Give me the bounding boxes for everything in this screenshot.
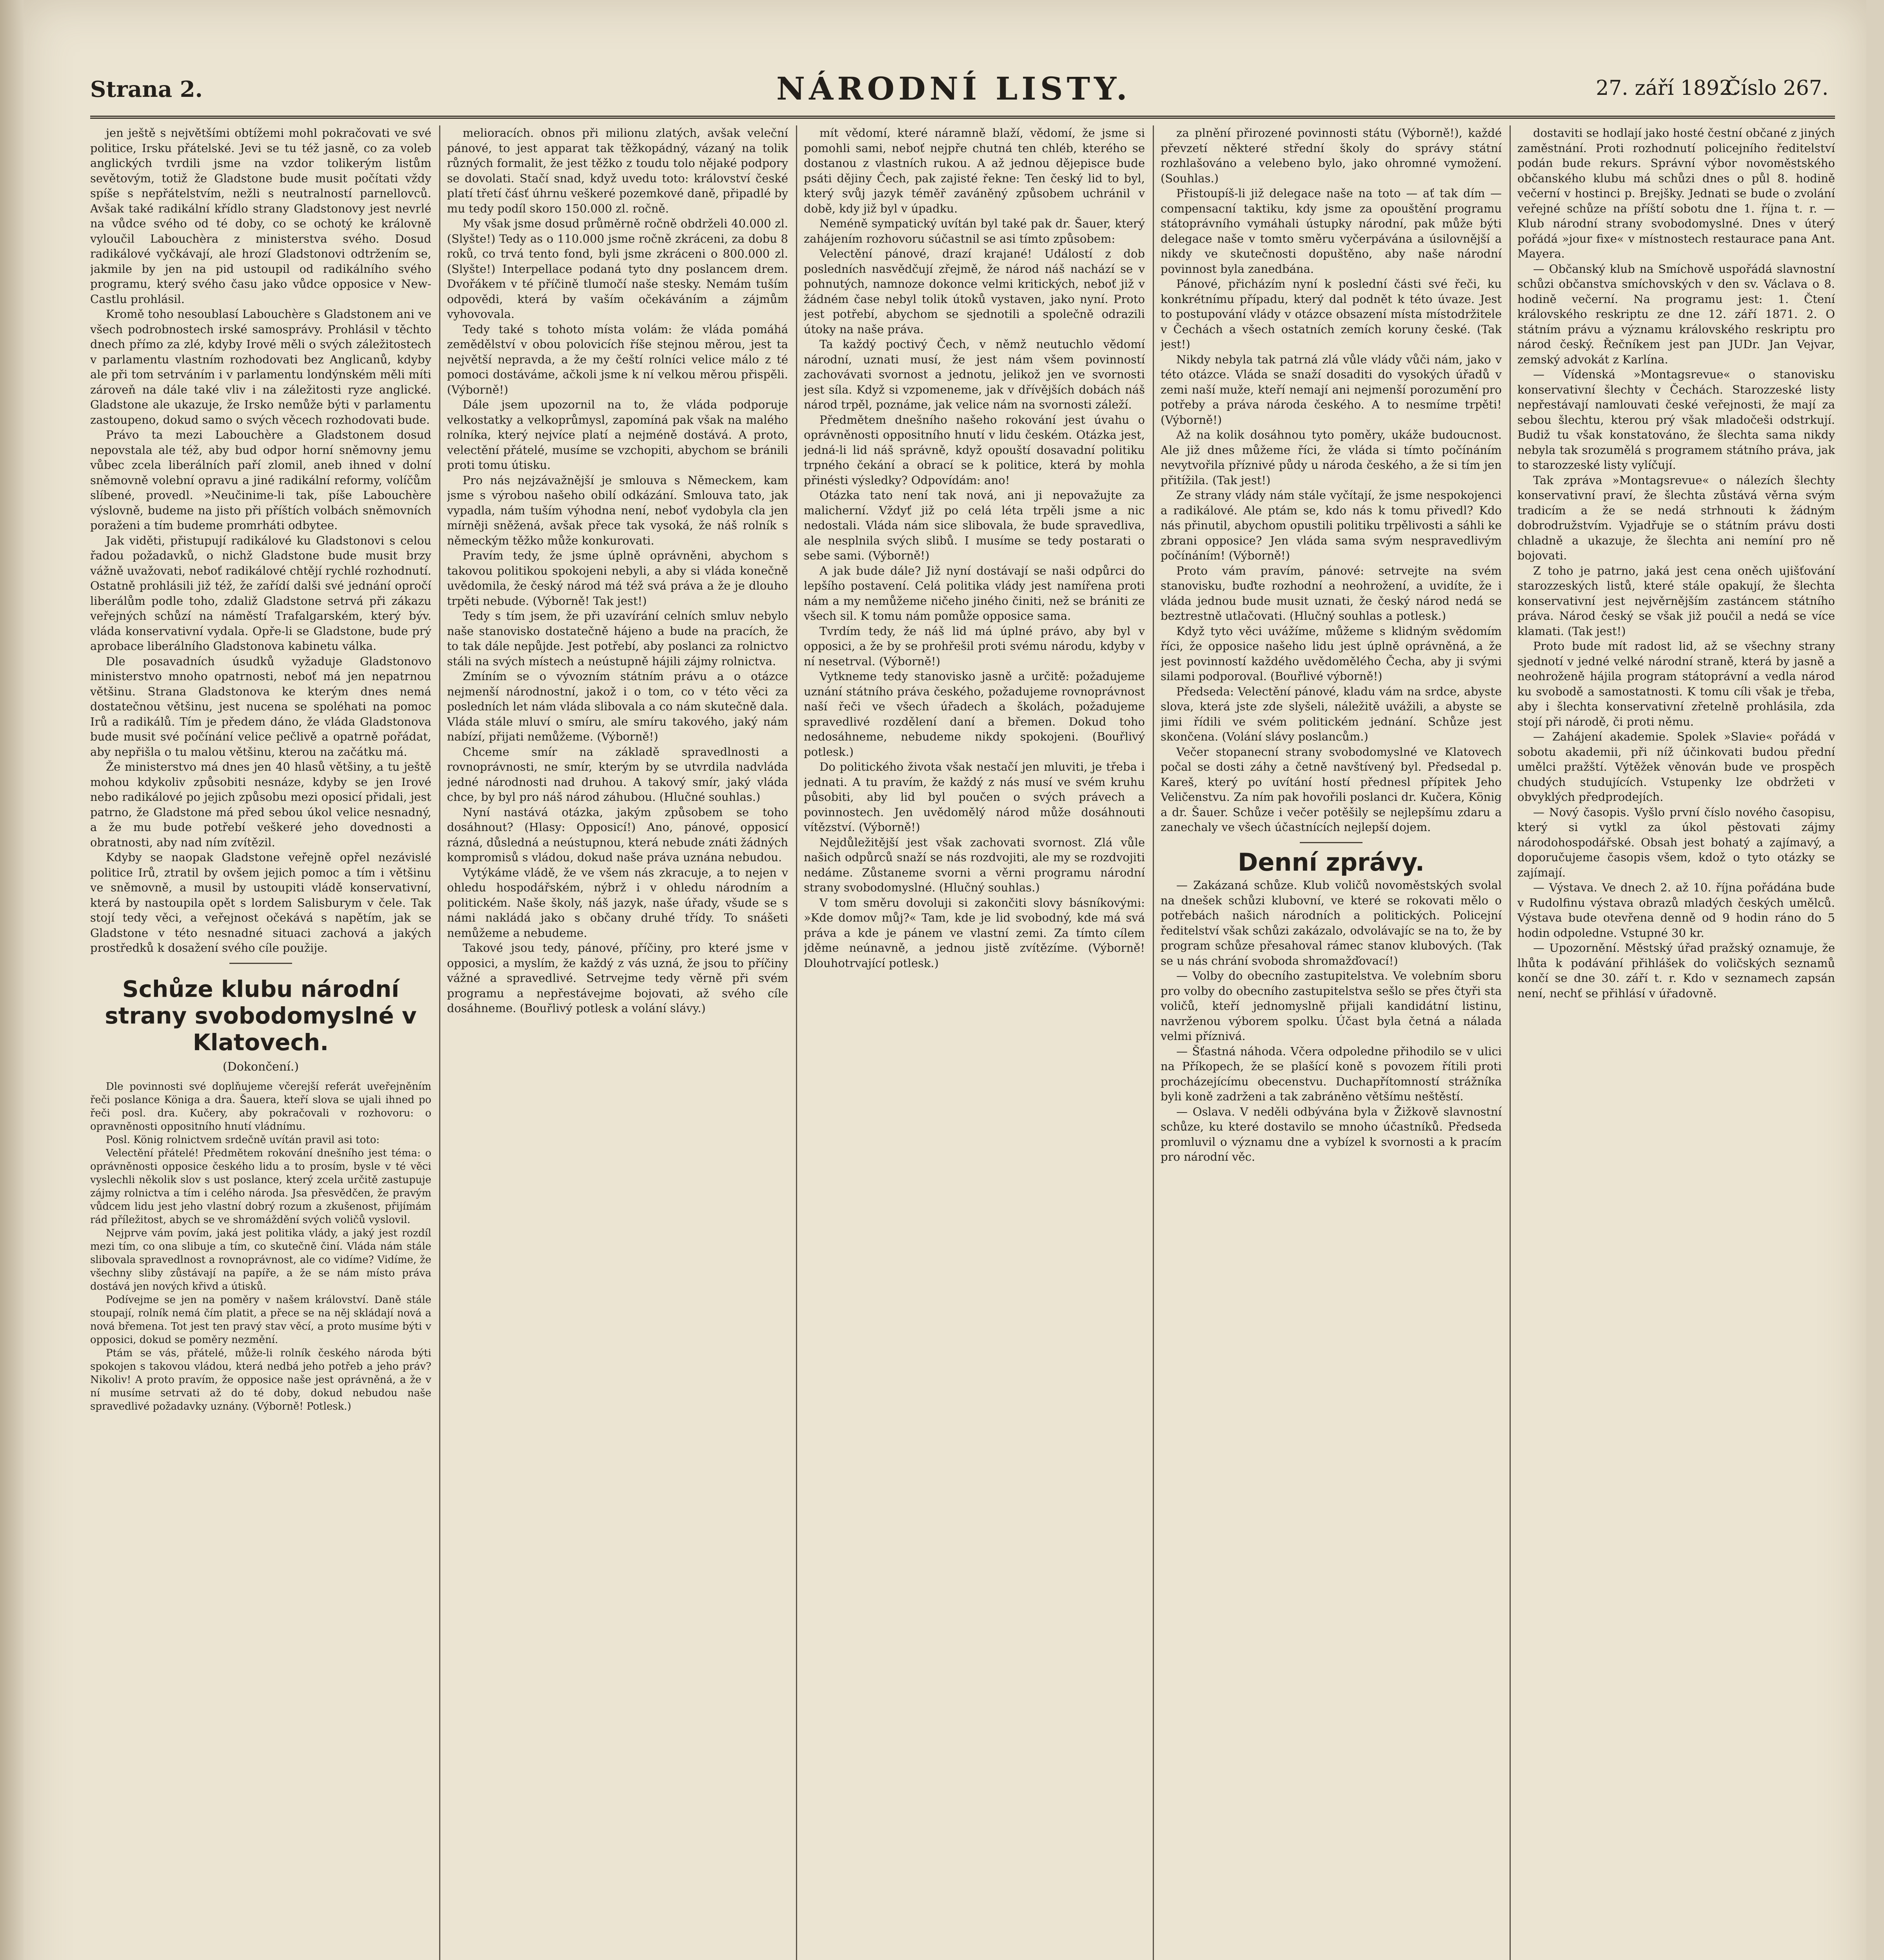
paragraph: Večer stopanecní strany svobodomyslné ve Klatovech počal se dosti záhy a četně navštívený byl. Předsedal p. Kareš, který po uvítání hostí přednesl přípitek Jeho Veličenstvu. Za ním pak hovořili poslanci dr. Kučera, König a dr. Šauer. Schůze i večer potěšily se nejlepšímu zdaru a zanechaly ve všech účastnících nejlepší dojem. [1161, 745, 1502, 834]
paragraph: V tom směru dovoluji si zakončiti slovy básníkovými: »Kde domov můj?« Tam, kde je lid svobodný, kde má svá práva a kde je pánem ve vlastní zemi. Za tímto cílem jděme neúnavně, a jednou jistě zvítězíme. (Výborně! Dlouhotrvající potlesk.) [804, 896, 1145, 970]
paragraph: Tedy s tím jsem, že při uzavírání celních smluv nebylo naše stanovisko dostatečně hájeno a bude na pracích, že to tak dále nepůjde. Jest potřebí, aby poslanci za rolnictvo stáli na svých místech a neústupně hájili zájmy rolnictva. [447, 609, 788, 668]
column-rule [796, 125, 797, 1960]
issue-number: Číslo 267. [1725, 76, 1829, 100]
paragraph: — Oslava. V neděli odbývána byla v Žižkově slavnostní schůze, ku které dostavilo se mnoho účastníků. Předseda promluvil o významu dne a vybízel k svornosti a k pracím pro národní věc. [1161, 1105, 1502, 1163]
paragraph: Podívejme se jen na poměry v našem království. Daně stále stoupají, rolník nemá čím platit, a přece se na něj skládají nová a nová břemena. Tot jest ten pravý stav věcí, a proto musíme býti v opposici, dokud se poměry nezmění. [90, 1294, 431, 1346]
paragraph: Ta každý poctivý Čech, v němž neutuchlo vědomí národní, uznati musí, že jest nám všem povinností zachovávati svornost a jednotu, jelikož jen ve svornosti jest síla. Když si vzpomeneme, jak v dřívějších dobách náš národ trpěl, poznáme, jak velice nám na svornosti záleží. [804, 338, 1145, 411]
paragraph: Do politického života však nestačí jen mluviti, je třeba i jednati. A tu pravím, že každý z nás musí ve svém kruhu působiti, aby lid byl poučen o svých právech a povinnostech. Jen uvědomělý národ může dosáhnouti vítězství. (Výborně!) [804, 760, 1145, 834]
section-title-daily-news: Denní zprávy. [1237, 848, 1425, 877]
column-2 [447, 125, 788, 1960]
paragraph: — Upozornění. Městský úřad pražský oznamuje, že lhůta k podávání přihlášek do voličských seznamů končí se dne 30. září t. r. Kdo v seznamech zapsán není, nechť se přihlásí v úřadovně. [1517, 941, 1835, 1000]
section-body-klatovy [90, 1080, 431, 1413]
paragraph: Předmětem dnešního našeho rokování jest úvahu o oprávněnosti oppositního hnutí v lidu českém. Otázka jest, jedná-li lid náš správně, když opouští dosavadní politiku trpného čekání a obrací se k politice, která by mohla přinésti výsledky? Odpovídám: ano! [804, 413, 1145, 487]
paragraph: Pravím tedy, že jsme úplně oprávněni, abychom s takovou politikou spokojeni nebyli, a aby si vláda konečně uvědomila, že český národ má též svá práva a že je dlouho trpěti nebude. (Výborně! Tak jest!) [447, 549, 788, 608]
paragraph: Proto bude mít radost lid, až se všechny strany sjednotí v jedné velké národní straně, která by jasně a neohroženě hájila program státoprávní a vedla národ ku svobodě a samostatnosti. K tomu cíli však je třeba, aby i šlechta konservativní zřetelně prohlásila, zda stojí při národě, či proti němu. [1517, 639, 1835, 728]
section-subtitle: (Dokončení.) [222, 1060, 299, 1074]
paragraph: Velectění pánové, drazí krajané! Událostí z dob posledních nasvědčují zřejmě, že národ náš nachází se v pohnutých, namnoze dokonce velmi kritických, neboť již v žádném čase nebyl tolik útoků vystaven, jako nyní. Proto jest potřebí, abychom se sjednotili a společně odrazili útoky na naše práva. [804, 247, 1145, 336]
paragraph: Dle povinnosti své doplňujeme včerejší referát uveřejněním řeči poslance Königa a dra. Šauera, kteří slova se ujali ihned po řeči posl. dra. Kučery, aby pokračovali v rozhovoru: o opravněnosti oppositního hnutí vládnímu. [90, 1081, 431, 1132]
column-rule [1510, 125, 1511, 1960]
paragraph: Neméně sympatický uvítán byl také pak dr. Šauer, který zahájením rozhovoru súčastnil se asi tímto způsobem: [804, 217, 1145, 245]
paragraph: Pánové, přicházím nyní k poslední části své řeči, ku konkrétnímu případu, který dal podnět k této úvaze. Jest to postupování vlády v otázce obsazení místa místodržitele v Čechách a všech ostatních zemích koruny české. (Tak jest!) [1161, 277, 1502, 351]
paragraph: — Nový časopis. Vyšlo první číslo nového časopisu, který si vytkl za úkol pěstovati zájmy národohospodářské. Obsah jest bohatý a zajímavý, a doporučujeme časopis všem, kdož o tyto otázky se zajímají. [1517, 805, 1835, 879]
paragraph: Ze strany vlády nám stále vyčítají, že jsme nespokojenci a radikálové. Ale ptám se, kdo nás k tomu přivedl? Kdo nás přinutil, abychom opustili politiku trpělivosti a sáhli ke zbrani opposice? Jen vláda sama svým nespravedlivým počínáním! (Výborně!) [1161, 488, 1502, 562]
paragraph: Zmíním se o vývozním státním právu a o otázce nejmenší národnostní, jakož i o tom, co v této věci za posledních let nám vláda slibovala a co nám skutečně dala. Vláda stále mluví o smíru, ale smíru takového, jaký nám nabízí, přijati nemůžeme. (Výborně!) [447, 670, 788, 743]
paragraph: jen ještě s největšími obtížemi mohl pokračovati ve své politice, Irsku přátelské. Jevi se tu též jasně, co za voleb anglických tvrdili jsme na vzdor tolikerým listům sevětovým, totiž že Gladstone bude musit počítati vždy spíše s nepřátelstvím, nežli s neutralností parnellovců. Avšak také radikální křídlo strany Gladstonovy jest nevrlé na vůdce svého od té doby, co se ochotý ke královně vyloučil Labouchèra z ministerstva svého. Dosud radikálové vyčkávají, ale hrozí Gladstonovi odtržením se, jakmile by jen na pid ustoupil od radikálního svého programu, který svého času jako vůdce opposice v New-Castlu prohlásil. [90, 126, 431, 306]
paragraph: — Vídenská »Montagsrevue« o stanovisku konservativní šlechty v Čechách. Starozzeské listy nepřestávají namlouvati české veřejnosti, že mají za sebou šlechtu, kterou prý však mladočeši odstrkují. Budiž tu však konstatováno, že šlechta sama nikdy nebyla tak srozumělá s programem státního práva, jak to starozzeské listy vylíčují. [1517, 368, 1835, 472]
paragraph: Tvrdím tedy, že náš lid má úplné právo, aby byl v opposici, a že by se prohřešil proti svému národu, kdyby v ní nesetrval. (Výborně!) [804, 624, 1145, 668]
issue-date: 27. září 1892. [1596, 76, 1739, 100]
paragraph: Dle posavadních úsudků vyžaduje Gladstonovo ministerstvo mnoho opatrnosti, neboť má jen nepatrnou většinu. Strana Gladstonova ke kterým dnes nemá dostatečnou většinu, jest nucena se spoléhati na pomoc Irů a radikálů. Tím je předem dáno, že vláda Gladstonova bude musit své počínání velice pečlivě a opatrně pořádat, aby nepřišla o tu malou většinu, kterou na začátku má. [90, 654, 431, 759]
article-columns [90, 125, 1835, 1960]
paragraph: Kdyby se naopak Gladstone veřejně opřel nezávislé politice Irů, ztratil by ovšem jejich pomoc a tím i většinu ve sněmovně, a musil by ustoupiti vládě konservativní, která by nastoupila opět s lordem Salisburym v čele. Tak stojí tedy věci, a veřejnost očekává s napětím, jak se Gladstone v této nesnadné situaci zachová a jakých prostředků k dosažení svého cíle použije. [90, 851, 431, 955]
column-rule [439, 125, 440, 1960]
paragraph: My však jsme dosud průměrně ročně obdrželi 40.000 zl. (Slyšte!) Tedy as o 110.000 jsme ročně zkráceni, za dobu 8 roků, co trvá tento fond, byli jsme zkráceni o 800.000 zl. (Slyšte!) Interpellace podaná tyto dny poslancem drem. Dvořákem v té příčině tlumočí naše stesky. Nemám tuším odpovědi, která by vaším očekáváním a zájmům vyhovovala. [447, 217, 788, 321]
paragraph: dostaviti se hodlají jako hosté čestní občané z jiných zaměstnání. Proti rozhodnutí policejního ředitelství podán bude rekurs. Správní výbor novoměstského občanského klubu má schůzi dnes o půl 8. hodině večerní v hostinci p. Brejšky. Jednati se bude o zvolání veřejné schůze na příští sobotu dne 1. října t. r. — Klub národní strany svobodomyslné. Dnes v úterý pořádá »jour fixe« v místnostech restaurace pana Ant. Mayera. [1517, 126, 1835, 260]
paragraph: Tedy také s tohoto místa volám: že vláda pomáhá zemědělství v obou polovicích říše stejnou měrou, jest ta největší nepravda, a že my čeští rolníci velice málo z té pomoci dostáváme, ačkoli jsme k ní velkou měrou přispěli. (Výborně!) [447, 322, 788, 396]
column-3-body [804, 125, 1145, 971]
masthead [90, 69, 1835, 119]
paragraph: Dále jsem upozornil na to, že vláda podporuje velkostatky a velkoprůmysl, zapomíná pak však na malého rolníka, který nejvíce platí a nejméně dostává. A proto, velectění přátelé, musíme se vzchopiti, abychom se bránili proti tomu útisku. [447, 398, 788, 472]
newspaper-title: NÁRODNÍ LISTY. [776, 70, 1131, 107]
paragraph: Velectění přátelé! Předmětem rokování dnešního jest téma: o oprávněnosti opposice českého lidu a to prosím, bysle v té věci vyslechli několik slov s ust poslance, který zcela určitě zastupuje zájmy rolnictva a tím i celého národa. Jsa přesvědčen, že pravým vůdcem lidu jest jeho vlastní dobrý rozum a zkušenost, přijímám rád příležitost, abych se ve shromáždění svých voličů vyslovil. [90, 1147, 431, 1226]
paragraph: Jak viděti, přistupují radikálové ku Gladstonovi s celou řadou požadavků, o nichž Gladstone bude musit brzy vážně uvažovati, neboť radikálové chtějí rychlé rozhodnutí. Ostatně prohlásili již též, že zařídí dalši své jednání opročí liberálům podle toho, zdaliž Gladstone setrvá při zákazu veřejných schůzí na náměstí Trafalgarském, který býv. vláda konservativní vydala. Opře-li se Gladstone, bude prý aprobace liberálního Gladstonova kabinetu válka. [90, 534, 431, 653]
paragraph: — Šťastná náhoda. Včera odpoledne přihodilo se v ulici na Příkopech, že se plašící koně s povozem řítili proti procházejícímu obecenstvu. Duchapřítomností strážníka byli koně zadrženi a tak zabráněno většímu neštěstí. [1161, 1044, 1502, 1103]
page-label: Strana 2. [90, 76, 203, 102]
section-body-daily-news [1161, 878, 1502, 1165]
paragraph: Ptám se vás, přátelé, může-li rolník českého národa býti spokojen s takovou vládou, která nedbá jeho potřeb a jeho práv? Nikoliv! A proto pravím, že opposice naše jest oprávněná, a že v ní musíme setrvati až do té doby, dokud nebudou naše spravedlivé požadavky uznány. (Výborně! Potlesk.) [90, 1347, 431, 1412]
paragraph: Tak zpráva »Montagsrevue« o nálezích šlechty konservativní praví, že šlechta zůstává věrna svým tradicím a že se nedá strhnouti k žádným dobrodružstvím. Vyjadřuje se o státním právu dosti chladně a ukazuje, že šlechta ani nemíní pro ně bojovati. [1517, 473, 1835, 562]
column-rule [1153, 125, 1154, 1960]
paragraph: — Výstava. Ve dnech 2. až 10. října pořádána bude v Rudolfinu výstava obrazů mladých českých umělců. Výstava bude otevřena denně od 9 hodin ráno do 5 hodin odpoledne. Vstupné 30 kr. [1517, 881, 1835, 940]
paragraph: — Zakázaná schůze. Klub voličů novoměstských svolal na dnešek schůzi klubovní, ve které se rokovati mělo o potřebách našich národních a politických. Policejní ředitelství však schůzi zakázalo, odvolávajíc se na to, že by program schůze přesahoval rámec stanov klubových. (Tak se u nás chrání svoboda shromažďovací!) [1161, 878, 1502, 967]
column-1 [90, 125, 431, 1960]
paragraph: Právo ta mezi Labouchère a Gladstonem dosud nepovstala ale též, aby bud odpor horní sněmovny jemu vůbec zcela liberálních paří zlomil, aneb ihned v dolní sněmovně volební opravu a jiné radikální reformy, volíčům slíbené, provedl. »Neučinime-li tak, píše Labouchère výslovně, budeme na jisto při příštích volbách sněmovních poraženi a tím budeme promrháti odbytee. [90, 428, 431, 532]
paragraph: — Zahájení akademie. Spolek »Slavie« pořádá v sobotu akademii, při níž účinkovati budou přední umělci pražští. Výtěžek věnován bude ve prospěch chudých studujících. Vstupenky lze obdržeti v obvyklých předprodejích. [1517, 730, 1835, 804]
section-title-klatovy: Schůze klubu národní strany svobodomyslné v Klatovech. [105, 975, 417, 1056]
page-binding [0, 0, 24, 1960]
paragraph: Nikdy nebyla tak patrná zlá vůle vlády vůči nám, jako v této otázce. Vláda se snaží dosaditi do vysokých úřadů v zemi naší muže, kteří nemají ani nejmenší porozumění pro potřeby a práva národa českého. A to nesmíme trpěti! (Výborně!) [1161, 352, 1502, 426]
paragraph: Otázka tato není tak nová, ani ji nepovažujte za malicherní. Vždyť již po celá léta trpěli jsme a nic nedostali. Vláda nám sice slibovala, že bude spravedliva, ale nesplnila svých slibů. I musíme se tedy postarati o sebe sami. (Výborně!) [804, 488, 1145, 562]
paragraph: melioracích. obnos při milionu zlatých, avšak veleční pánové, to jest apparat tak těžkopádný, vázaný na tolik různých formalit, že jest těžko z toudu tolo nějaké podpory se dovolati. Stačí snad, když uvedu toto: království české platí třetí čásť úhrnu veškeré pozemkové daně, připadlé by mu tedy podíl skoro 150.000 zl. ročně. [447, 126, 788, 215]
column-5-body [1517, 125, 1835, 1001]
divider [1300, 842, 1363, 843]
paragraph: — Volby do obecního zastupitelstva. Ve volebním sboru pro volby do obecního zastupitelstva sešlo se přes čtyři sta voličů, kteří jednomyslně přijali kandidátní listinu, navrženou výborem spolku. Účast byla četná a nálada velmi příznivá. [1161, 969, 1502, 1043]
paragraph: Když tyto věci uvážíme, můžeme s klidným svědomím říci, že opposice našeho lidu jest úplně oprávněná, a že jest povinností každého uvědomělého Čecha, aby ji svými silami podporoval. (Bouřlivé výborně!) [1161, 624, 1502, 683]
column-1-body [90, 125, 431, 956]
paragraph: Kromě toho nesoublasí Labouchère s Gladstonem ani ve všech podrobnostech irské samosprávy. Prohlásil v těchto dnech přímo za zlé, kdyby Irové měli o svých záležitostech v parlamentu vlastním rozhodovati bez Anglicanů, kdyby ale při tom setrváním i v parlamentu londýnském měli míti zároveň na dále také vliv i na záležitosti ryze anglické. Gladstone ale ukazuje, že Irsko nemůže býti v parlamentu zastoupeno, dokud samo o svých věcech rozhodovati bude. [90, 307, 431, 426]
paragraph: za plnění přirozené povinnosti státu (Výborně!), každé převzetí některé střední školy do správy státní rozhlašováno a velebeno bylo, jako ohromné vymožení. (Souhlas.) [1161, 126, 1502, 185]
paragraph: Chceme smír na základě spravedlnosti a rovnoprávnosti, ne smír, kterým by se utvrdila nadvláda jedné národnosti nad druhou. A takový smír, jaký vláda chce, by byl pro náš národ záhubou. (Hlučné souhlas.) [447, 745, 788, 804]
paragraph: Až na kolik dosáhnou tyto poměry, ukáže budoucnost. Ale již dnes můžeme říci, že vláda si tímto počínáním nevytvořila příznivé půdy u národa českého, a že si tím jen přitížila. (Tak jest!) [1161, 428, 1502, 487]
paragraph: Proto vám pravím, pánové: setrvejte na svém stanovisku, buďte rozhodní a neohrožení, a uvidíte, že i vláda jednou bude musit uznati, že český národ nedá se beztrestně utlačovati. (Hlučný souhlas a potlesk.) [1161, 564, 1502, 622]
paragraph: Vytýkáme vládě, že ve všem nás zkracuje, a to nejen v ohledu hospodářském, nýbrž i v ohledu národním a politickém. Naše školy, náš jazyk, naše úřady, všude se s námi nakládá jako s občany druhé třídy. To snášeti nemůžeme a nebudeme. [447, 866, 788, 940]
column-4-body [1161, 125, 1502, 835]
paragraph: Že ministerstvo má dnes jen 40 hlasů většiny, a tu ještě mohou kdykoliv způsobiti nesnáze, kdyby se jen Irové nebo radikálové po jejich způsobu mezi oposicí přidali, jest patrno, že Gladstone má před sebou úkol velice nesnadný, a že mu bude potřebí veškeré jeho dovednosti a obratnosti, aby nad ním zvítězil. [90, 760, 431, 849]
paragraph: mít vědomí, které náramně blaží, vědomí, že jsme si pomohli sami, neboť nejpře chutná ten chléb, kterého se dostanou z vlastních rukou. A až jednou dějepisce bude psáti dějiny Čech, pak zajisté řekne: Ten český lid to byl, který svůj jazyk téměř zaváněný způsobem uchránil v době, kdy již byl v úpadku. [804, 126, 1145, 215]
column-5 [1517, 125, 1835, 1960]
paragraph: — Občanský klub na Smíchově uspořádá slavnostní schůzi občanstva smíchovských v den sv. Václava o 8. hodině večerní. Na programu jest: 1. Čtení královského reskriptu ze dne 12. září 1871. 2. O státním právu a významu královského reskriptu pro národ český. Řečníkem jest pan JUDr. Jan Vejvar, zemský advokát z Karlína. [1517, 262, 1835, 366]
column-4 [1161, 125, 1502, 1960]
paragraph: Přistoupíš-li již delegace naše na toto — ať tak dím — compensacní taktiku, kdy jsme za opouštění programu státoprávního vymáhali ústupky národní, pak může býti delegace naše v tomto směru vyčerpávána a úsilovnější a nikdy ve skutečnosti dopuštěno, aby naše národní povinnost byla zanedbána. [1161, 187, 1502, 276]
paragraph: Takové jsou tedy, pánové, příčiny, pro které jsme v opposici, a myslím, že každý z vás uzná, že jsou to příčiny vážné a spravedlivé. Setrvejme tedy věrně při svém programu a nepřestávejme bojovati, až svého cíle dosáhneme. (Bouřlivý potlesk a volání slávy.) [447, 941, 788, 1015]
column-3 [804, 125, 1145, 1960]
paragraph: Z toho je patrno, jaká jest cena oněch ujišťování starozzeských listů, které stále opakují, že šlechta konservativní jest nejvěrnějším zastáncem státního práva. Národ český se však již poučil a nedá se více klamati. (Tak jest!) [1517, 564, 1835, 638]
paragraph: Pro nás nejzávažnější je smlouva s Německem, kam jsme s výrobou našeho obilí odkázání. Smlouva tato, jak vypadla, nám tuším výhodna není, neboť vydobyla cla jen mírněji sněžená, avšak přece tak vysoká, že náš rolník s německým těžko může konkurovati. [447, 473, 788, 547]
paragraph: Posl. König rolnictvem srdečně uvítán pravil asi toto: [106, 1134, 380, 1146]
paragraph: Vytkneme tedy stanovisko jasně a určitě: požadujeme uznání státního práva českého, požadujeme rovnoprávnost naší řeči ve všech úřadech a školách, požadujeme spravedlivé rozdělení daní a břemen. Dokud toho nedosáhneme, nebudeme nikdy spokojeni. (Bouřlivý potlesk.) [804, 670, 1145, 759]
divider [229, 963, 292, 964]
paragraph: Nejdůležitější jest však zachovati svornost. Zlá vůle našich odpůrců snaží se nás rozdvojiti, ale my se rozdvojiti nedáme. Zůstaneme svorni a věrni programu národní strany svobodomyslné. (Hlučný souhlas.) [804, 835, 1145, 894]
column-2-body [447, 125, 788, 1016]
paragraph: A jak bude dále? Již nyní dostávají se naši odpůrci do lepšího postavení. Celá politika vlády jest namířena proti nám a my nemůžeme ničeho jiného činiti, než se brániti ze všech sil. K tomu nám pomůže opposice sama. [804, 564, 1145, 622]
paragraph: Nyní nastává otázka, jakým způsobem se toho dosáhnout? (Hlasy: Opposicí!) Ano, pánové, opposicí rázná, důsledná a neústupnou, která nebude znáti žádných kompromisů s vládou, dokud naše práva uznána nebudou. [447, 805, 788, 864]
paragraph: Předseda: Velectění pánové, kladu vám na srdce, abyste slova, která jste zde slyšeli, náležitě uvážili, a abyste se jimi řídili ve svém politickém jednání. Schůze jest skončena. (Volání slávy poslancům.) [1161, 684, 1502, 743]
paragraph: Nejprve vám povím, jaká jest politika vlády, a jaký jest rozdíl mezi tím, co ona slibuje a tím, co skutečně činí. Vláda nám stále slibovala spravedlnost a rovnoprávnost, ale co vidíme? Vidíme, že všechny sliby zůstávají na papíře, a že se nám místo práva dostává jen nových křivd a útisků. [90, 1227, 431, 1292]
